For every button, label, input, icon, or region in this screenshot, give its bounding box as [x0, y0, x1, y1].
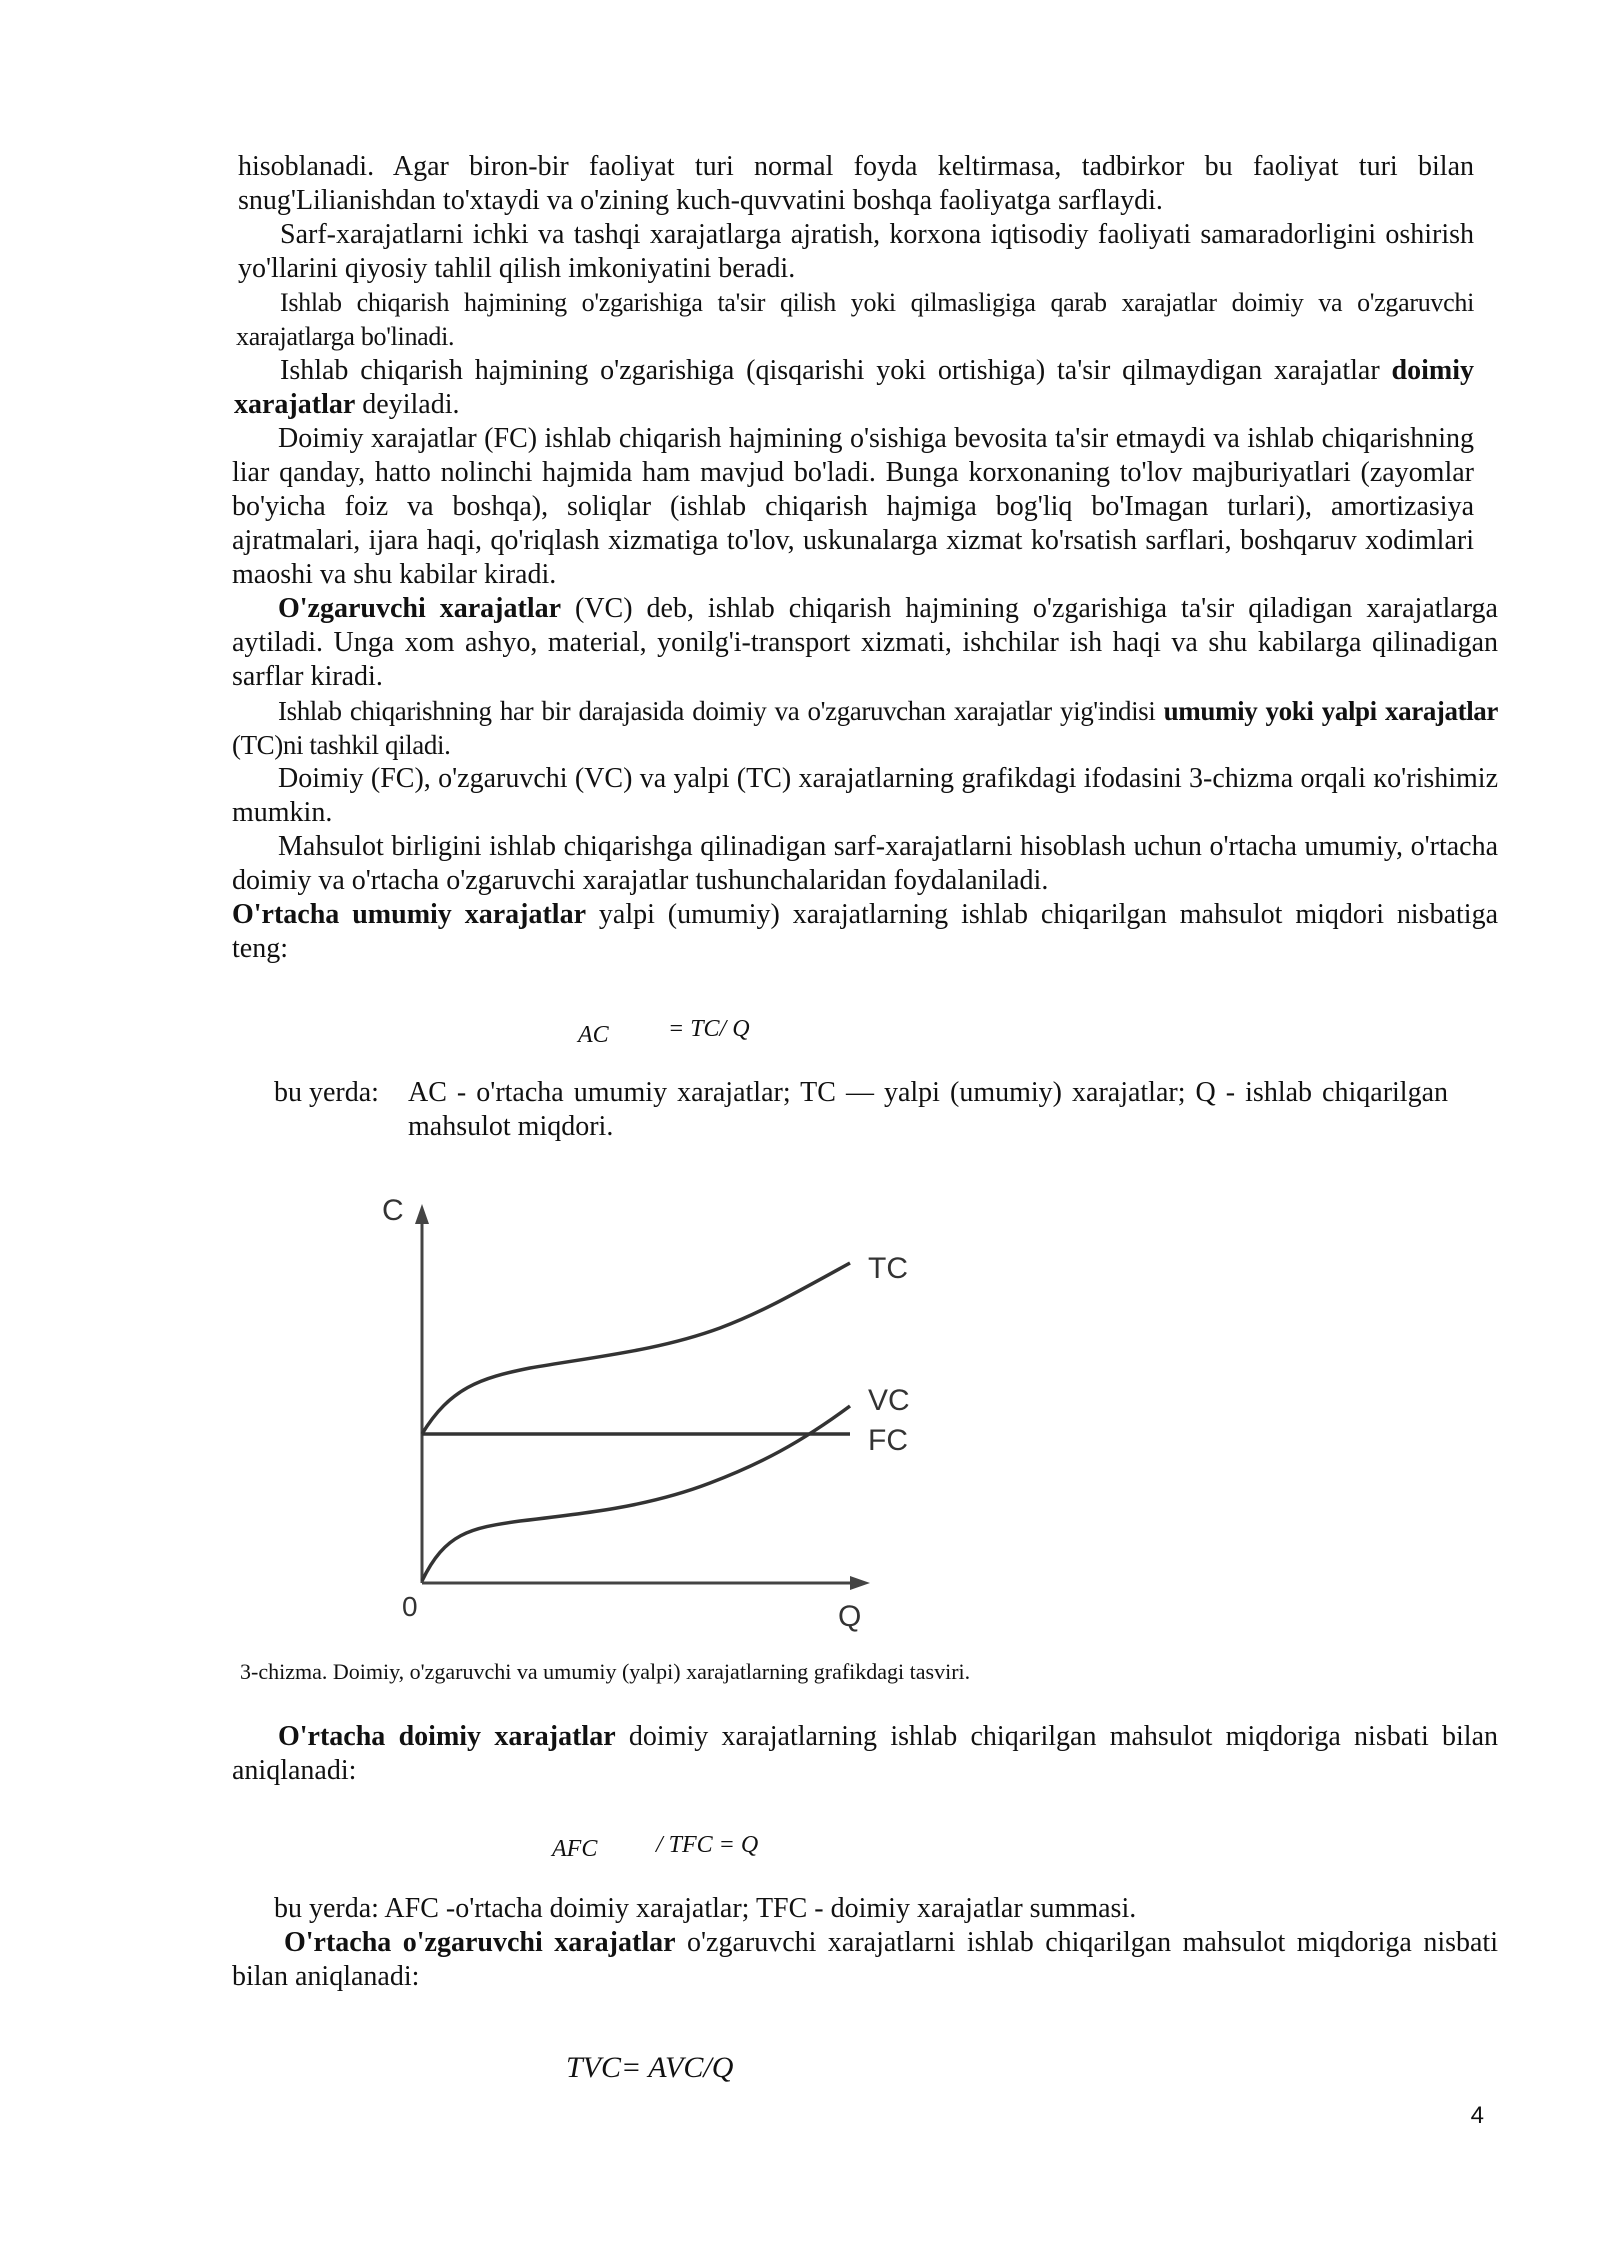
- total-cost-term: umumiy yoki yalpi xarajatlar: [1163, 696, 1498, 726]
- fixed-cost-text-pre: Ishlab chiqarish hajmining o'zgarishiga (qisqarishi yoki ortishiga) ta'sir qilmaydigan xarajatlar: [280, 355, 1392, 386]
- fc-label: FC: [868, 1424, 908, 1457]
- paragraph-internal-external-costs: Sarf-xarajatlarni ichki va tashqi xarajatlarga ajratish, korxona iqtisodiy faoliyati samaradorligini oshirish yo'llarini qiyosiy tahlil qilish imkoniyatini beradi.: [238, 219, 1474, 284]
- formula-afc-right: / TFC = Q: [656, 1832, 759, 1858]
- paragraph-average-fixed-cost: [232, 1720, 1498, 1788]
- average-total-cost-text: yalpi (umumiy) xarajatlarning ishlab chiqarilgan mahsulot miqdori nisbatiga teng:: [232, 899, 1498, 964]
- tc-label: TC: [868, 1252, 908, 1285]
- paragraph-figure-reference: Doimiy (FC), o'zgaruvchi (VC) va yalpi (TC) xarajatlarning grafikdagi ifodasini 3-chizma orqali ĸo'rishimiz mumkin.: [232, 763, 1498, 828]
- page-number: 4: [1470, 2102, 1484, 2129]
- origin-label: 0: [402, 1591, 418, 1622]
- x-axis-label: Q: [838, 1600, 862, 1633]
- paragraph-variable-cost-definition: [232, 592, 1498, 694]
- average-variable-cost-text: o'zgaruvchi xarajatlarni ishlab chiqarilgan mahsulot miqdoriga nisbati bilan aniqlanadi:: [232, 1927, 1498, 1992]
- fixed-cost-term: doimiy xarajatlar: [234, 355, 1474, 420]
- paragraph-cost-classification: Ishlab chiqarish hajmining o'zgarishiga ta'sir qilish yoki qilmasligiga qarab xarajatlar doimiy va o'zgaruvchi xarajatlarga bo'linadi.: [236, 288, 1474, 351]
- paragraph-intro-continuation: hisoblanadi. Agar biron-bir faoliyat turi normal foyda keltirmasa, tadbirkor bu faoliyat turi bilan snug'Lilianishdan to'xtaydi va o'zining kuch-quvvatini boshqa faoliyatga sarflaydi.: [238, 151, 1474, 216]
- cost-curves-figure: [360, 1188, 940, 1638]
- formula-ac-explanation-lead: bu yerda:: [274, 1077, 379, 1108]
- vc-label: VC: [868, 1384, 910, 1417]
- fixed-cost-text-post: deyiladi.: [355, 389, 460, 420]
- paragraph-average-total-cost: [232, 898, 1498, 966]
- paragraph-fixed-cost-details: Doimiy xarajatlar (FC) ishlab chiqarish hajmining o'sishiga bevosita ta'sir etmaydi va ishlab chiqarishning liar qanday, hatto nolinchi hajmida ham mavjud bo'ladi. Bunga korxonaning to'lov majburiyatlari (zayomlar bo'yicha foiz va boshqa), soliqlar (ishlab chiqarish hajmiga bog'liq bo'Imagan turlari), amortizasiya ajratmalari, ijara haqi, qo'riqlash xizmatiga to'lov, uskunalarga xizmat ko'rsatish sarflari, boshqaruv xodimlari maoshi va shu kabilar kiradi.: [232, 423, 1474, 590]
- y-axis-label: C: [382, 1194, 404, 1227]
- paragraph-average-variable-cost: [232, 1926, 1498, 1994]
- figure-caption: 3-chizma. Doimiy, o'zgaruvchi va umumiy (yalpi) xarajatlarning grafikdagi tasviri.: [240, 1659, 971, 1684]
- variable-cost-term: O'zgaruvchi xarajatlar: [278, 593, 562, 624]
- paragraph-total-cost-definition: [232, 694, 1498, 762]
- formula-ac-explanation: AC - o'rtacha umumiy xarajatlar; TC — yalpi (umumiy) xarajatlar; Q - ishlab chiqarilgan mahsulot miqdori.: [408, 1077, 1448, 1142]
- total-cost-text-pre: Ishlab chiqarishning har bir darajasida doimiy va o'zgaruvchan xarajatlar yig'indisi: [278, 696, 1164, 726]
- average-fixed-cost-term: O'rtacha doimiy xarajatlar: [278, 1721, 616, 1752]
- formula-avc: TVC= AVC/Q: [566, 2051, 734, 2084]
- y-axis-arrow: [415, 1204, 429, 1224]
- formula-ac-left: AC: [578, 1022, 609, 1048]
- tc-curve: [422, 1263, 850, 1434]
- formula-afc-left: AFC: [552, 1836, 598, 1862]
- average-fixed-cost-text: doimiy xarajatlarning ishlab chiqarilgan mahsulot miqdoriga nisbati bilan aniqlanadi:: [232, 1721, 1498, 1786]
- average-variable-cost-term: O'rtacha o'zgaruvchi xarajatlar: [284, 1927, 676, 1958]
- x-axis-arrow: [850, 1576, 870, 1590]
- formula-afc-explanation: bu yerda: AFC -o'rtacha doimiy xarajatlar; TFC - doimiy xarajatlar summasi.: [274, 1893, 1137, 1924]
- paragraph-fixed-cost-definition: [234, 354, 1474, 422]
- paragraph-average-costs-intro: Mahsulot birligini ishlab chiqarishga qilinadigan sarf-xarajatlarni hisoblash uchun o'rtacha umumiy, o'rtacha doimiy va o'rtacha o'zgaruvchi xarajatlar tushunchalaridan foydalaniladi.: [232, 831, 1498, 896]
- variable-cost-text: (VC) deb, ishlab chiqarish hajmining o'zgarishiga ta'sir qiladigan xarajatlarga aytiladi. Unga xom ashyo, material, yonilg'i-transport xizmati, ishchilar ish haqi va shu kabilarga qilinadigan sarflar kiradi.: [232, 593, 1498, 692]
- total-cost-text-post: (TC)ni tashkil qiladi.: [232, 730, 451, 760]
- formula-ac-right: = TC/ Q: [668, 1016, 750, 1042]
- average-total-cost-term: O'rtacha umumiy xarajatlar: [232, 899, 586, 930]
